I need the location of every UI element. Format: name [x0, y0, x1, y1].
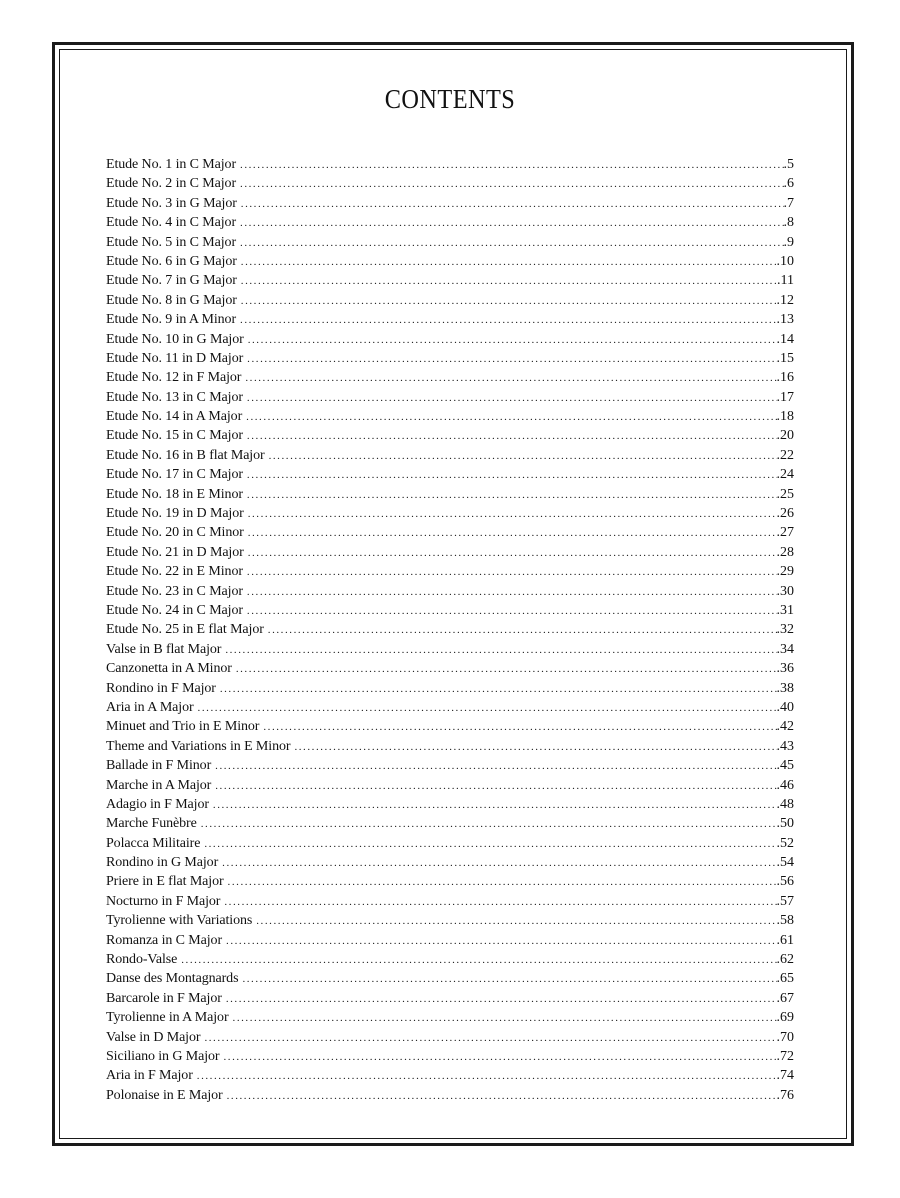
toc-entry[interactable]	[106, 310, 794, 329]
toc-entry[interactable]	[106, 931, 794, 950]
toc-entry-title: Etude No. 13 in C Major	[106, 389, 243, 405]
toc-entry[interactable]	[106, 814, 794, 833]
toc-entry-title: Etude No. 12 in F Major	[106, 370, 242, 386]
toc-entry-title: Danse des Montagnards	[106, 971, 239, 987]
toc-entry[interactable]	[106, 911, 794, 930]
toc-entry-title: Etude No. 8 in G Major	[106, 292, 237, 308]
toc-entry-title: Etude No. 14 in A Major	[106, 409, 243, 425]
toc-entry-page-number: . 52	[777, 834, 795, 853]
dot-leader	[226, 990, 777, 1009]
toc-entry-title: Polacca Militaire	[106, 835, 201, 851]
toc-entry-page-number: . 29	[777, 562, 795, 581]
toc-entry-title: Tyrolienne in A Major	[106, 1010, 229, 1026]
toc-entry[interactable]	[106, 271, 794, 290]
dot-leader	[204, 835, 776, 854]
toc-entry-page-number: . 34	[777, 640, 795, 659]
toc-entry[interactable]	[106, 640, 794, 659]
toc-entry[interactable]	[106, 291, 794, 310]
toc-entry-page-number: . 30	[777, 582, 795, 601]
toc-entry-page-number: . 76	[777, 1086, 795, 1105]
toc-entry[interactable]	[106, 853, 794, 872]
toc-entry[interactable]	[106, 562, 794, 581]
toc-entry[interactable]	[106, 465, 794, 484]
toc-entry-page-number: . 67	[777, 989, 795, 1008]
dot-leader	[240, 175, 783, 194]
toc-entry[interactable]	[106, 407, 794, 426]
dot-leader	[247, 486, 777, 505]
toc-entry[interactable]	[106, 213, 794, 232]
toc-entry-title: Etude No. 24 in C Major	[106, 602, 243, 618]
toc-entry-page-number: . 11	[777, 271, 794, 290]
toc-entry[interactable]	[106, 1066, 794, 1085]
toc-entry-page-number: . 8	[784, 213, 795, 232]
toc-entry-page-number: . 17	[777, 388, 795, 407]
dot-leader	[247, 583, 777, 602]
toc-entry-page-number: . 32	[777, 620, 795, 639]
toc-entry-title: Etude No. 19 in D Major	[106, 506, 244, 522]
toc-entry-title: Etude No. 17 in C Major	[106, 467, 243, 483]
toc-entry-page-number: . 25	[777, 485, 795, 504]
dot-leader	[245, 369, 776, 388]
toc-entry[interactable]	[106, 892, 794, 911]
toc-entry-page-number: . 43	[777, 737, 795, 756]
toc-entry[interactable]	[106, 582, 794, 601]
toc-entry-title: Etude No. 6 in G Major	[106, 253, 237, 269]
toc-entry-page-number: . 45	[777, 756, 795, 775]
dot-leader	[220, 680, 777, 699]
page-title: CONTENTS	[384, 84, 516, 114]
toc-entry[interactable]	[106, 523, 794, 542]
toc-entry-title: Etude No. 23 in C Major	[106, 583, 243, 599]
dot-leader	[241, 253, 777, 272]
toc-entry-title: Etude No. 15 in C Major	[106, 428, 243, 444]
toc-entry[interactable]	[106, 737, 794, 756]
toc-entry[interactable]	[106, 485, 794, 504]
dot-leader	[240, 311, 776, 330]
toc-entry-page-number: . 58	[777, 911, 795, 930]
toc-entry-page-number: . 24	[777, 465, 795, 484]
toc-entry-page-number: . 27	[777, 523, 795, 542]
toc-entry[interactable]	[106, 698, 794, 717]
toc-entry-page-number: . 46	[777, 776, 795, 795]
toc-entry-title: Romanza in C Major	[106, 932, 223, 948]
toc-entry-title: Etude No. 9 in A Minor	[106, 312, 237, 328]
toc-entry-title: Etude No. 25 in E flat Major	[106, 622, 264, 638]
dot-leader	[247, 466, 777, 485]
toc-entry-page-number: . 16	[777, 368, 795, 387]
toc-entry-page-number: . 31	[777, 601, 795, 620]
toc-entry-page-number: . 42	[777, 717, 795, 736]
dot-leader	[268, 621, 777, 640]
table-of-contents	[106, 155, 794, 1105]
dot-leader	[248, 505, 777, 524]
dot-leader	[224, 1048, 777, 1067]
dot-leader	[198, 699, 777, 718]
toc-entry-title: Nocturno in F Major	[106, 893, 221, 909]
toc-entry-page-number: . 65	[777, 969, 795, 988]
dot-leader	[201, 815, 777, 834]
dot-leader	[242, 970, 776, 989]
toc-entry-page-number: . 13	[777, 310, 795, 329]
toc-entry-title: Minuet and Trio in E Minor	[106, 719, 260, 735]
toc-entry-title: Etude No. 22 in E Minor	[106, 564, 243, 580]
toc-entry-title: Marche in A Major	[106, 777, 212, 793]
toc-entry[interactable]	[106, 252, 794, 271]
toc-entry[interactable]	[106, 620, 794, 639]
dot-leader	[256, 912, 776, 931]
toc-entry[interactable]	[106, 950, 794, 969]
toc-entry[interactable]	[106, 426, 794, 445]
dot-leader	[248, 331, 777, 350]
toc-entry[interactable]	[106, 543, 794, 562]
toc-entry-page-number: . 72	[777, 1047, 795, 1066]
dot-leader	[204, 1029, 776, 1048]
toc-entry-title: Tyrolienne with Variations	[106, 913, 253, 929]
toc-entry-page-number: . 36	[777, 659, 795, 678]
toc-entry-title: Rondino in F Major	[106, 680, 216, 696]
toc-entry[interactable]	[106, 756, 794, 775]
dot-leader	[248, 544, 777, 563]
toc-entry-title: Etude No. 7 in G Major	[106, 273, 237, 289]
toc-entry[interactable]	[106, 1008, 794, 1027]
toc-entry[interactable]	[106, 717, 794, 736]
toc-entry[interactable]	[106, 969, 794, 988]
toc-entry[interactable]	[106, 388, 794, 407]
toc-entry-title: Etude No. 10 in G Major	[106, 331, 244, 347]
toc-entry-title: Rondino in G Major	[106, 855, 219, 871]
toc-entry-page-number: . 61	[777, 931, 795, 950]
toc-entry-title: Etude No. 18 in E Minor	[106, 486, 243, 502]
toc-entry-page-number: . 15	[777, 349, 795, 368]
toc-entry-page-number: . 69	[777, 1008, 795, 1027]
toc-entry[interactable]	[106, 1086, 794, 1105]
toc-entry-title: Theme and Variations in E Minor	[106, 738, 291, 754]
toc-entry-page-number: . 22	[777, 446, 795, 465]
toc-entry-title: Etude No. 5 in C Major	[106, 234, 237, 250]
dot-leader	[197, 1067, 777, 1086]
dot-leader	[224, 893, 776, 912]
dot-leader	[269, 447, 777, 466]
toc-entry-page-number: . 54	[777, 853, 795, 872]
toc-entry-page-number: . 40	[777, 698, 795, 717]
toc-entry-title: Etude No. 4 in C Major	[106, 215, 237, 231]
toc-entry[interactable]	[106, 659, 794, 678]
toc-entry-page-number: . 6	[784, 174, 795, 193]
toc-entry-title: Aria in A Major	[106, 699, 194, 715]
dot-leader	[236, 660, 777, 679]
toc-entry[interactable]	[106, 174, 794, 193]
toc-entry-page-number: . 57	[777, 892, 795, 911]
toc-entry-title: Rondo-Valse	[106, 952, 178, 968]
dot-leader	[233, 1009, 777, 1028]
toc-entry-title: Polonaise in E Major	[106, 1087, 223, 1103]
toc-entry-page-number: . 70	[777, 1028, 795, 1047]
dot-leader	[215, 777, 776, 796]
toc-entry-page-number: . 18	[777, 407, 795, 426]
toc-entry-title: Siciliano in G Major	[106, 1048, 220, 1064]
dot-leader	[213, 796, 777, 815]
toc-entry[interactable]	[106, 349, 794, 368]
toc-entry-page-number: . 20	[777, 426, 795, 445]
dot-leader	[222, 854, 776, 873]
toc-entry-title: Etude No. 2 in C Major	[106, 176, 237, 192]
toc-entry-page-number: . 9	[784, 233, 795, 252]
toc-entry[interactable]	[106, 601, 794, 620]
toc-entry-title: Etude No. 20 in C Minor	[106, 525, 244, 541]
dot-leader	[226, 932, 776, 951]
toc-entry-title: Etude No. 16 in B flat Major	[106, 447, 265, 463]
toc-entry[interactable]	[106, 446, 794, 465]
toc-entry[interactable]	[106, 194, 794, 213]
dot-leader	[247, 602, 777, 621]
toc-entry-title: Adagio in F Major	[106, 796, 209, 812]
toc-entry[interactable]	[106, 504, 794, 523]
dot-leader	[240, 156, 783, 175]
toc-entry[interactable]	[106, 233, 794, 252]
toc-entry-title: Priere in E flat Major	[106, 874, 224, 890]
toc-entry[interactable]	[106, 872, 794, 891]
toc-entry[interactable]	[106, 776, 794, 795]
toc-entry[interactable]	[106, 155, 794, 174]
toc-entry-page-number: . 26	[777, 504, 795, 523]
toc-entry-page-number: . 7	[784, 194, 795, 213]
toc-entry-title: Etude No. 1 in C Major	[106, 157, 237, 172]
toc-entry-title: Etude No. 11 in D Major	[106, 350, 244, 366]
toc-entry[interactable]	[106, 989, 794, 1008]
toc-entry[interactable]	[106, 368, 794, 387]
toc-entry-title: Barcarole in F Major	[106, 990, 222, 1006]
toc-entry-page-number: . 38	[777, 679, 795, 698]
toc-entry-title: Aria in F Major	[106, 1068, 193, 1084]
dot-leader	[241, 195, 784, 214]
toc-entry-page-number: . 62	[777, 950, 795, 969]
dot-leader	[227, 1087, 777, 1106]
toc-entry-page-number: . 56	[777, 872, 795, 891]
toc-entry-page-number: . 14	[777, 330, 795, 349]
toc-entry-page-number: . 48	[777, 795, 795, 814]
toc-entry[interactable]	[106, 795, 794, 814]
toc-entry-page-number: . 10	[777, 252, 795, 271]
dot-leader	[241, 272, 777, 291]
dot-leader	[246, 408, 776, 427]
toc-entry-page-number: . 5	[784, 155, 795, 174]
toc-entry-page-number: . 74	[777, 1066, 795, 1085]
toc-entry[interactable]	[106, 834, 794, 853]
toc-entry-title: Valse in B flat Major	[106, 641, 222, 657]
toc-entry-title: Marche Funèbre	[106, 816, 197, 832]
toc-entry-title: Etude No. 21 in D Major	[106, 544, 244, 560]
dot-leader	[247, 427, 777, 446]
toc-entry-page-number: . 12	[777, 291, 795, 310]
toc-entry[interactable]	[106, 1028, 794, 1047]
toc-entry-title: Canzonetta in A Minor	[106, 661, 232, 677]
dot-leader	[225, 641, 776, 660]
dot-leader	[241, 292, 777, 311]
dot-leader	[263, 718, 776, 737]
toc-entry[interactable]	[106, 1047, 794, 1066]
toc-entry-title: Ballade in F Minor	[106, 758, 212, 774]
dot-leader	[240, 214, 783, 233]
toc-entry-title: Etude No. 3 in G Major	[106, 195, 237, 211]
dot-leader	[215, 757, 776, 776]
toc-entry[interactable]	[106, 679, 794, 698]
dot-leader	[181, 951, 776, 970]
toc-entry-title: Valse in D Major	[106, 1029, 201, 1045]
dot-leader	[247, 563, 777, 582]
dot-leader	[248, 524, 777, 543]
dot-leader	[240, 234, 783, 253]
dot-leader	[228, 873, 777, 892]
dot-leader	[294, 738, 776, 757]
dot-leader	[247, 350, 776, 369]
toc-entry-page-number: . 50	[777, 814, 795, 833]
toc-entry-page-number: . 28	[777, 543, 795, 562]
toc-entry[interactable]	[106, 330, 794, 349]
dot-leader	[247, 389, 777, 408]
